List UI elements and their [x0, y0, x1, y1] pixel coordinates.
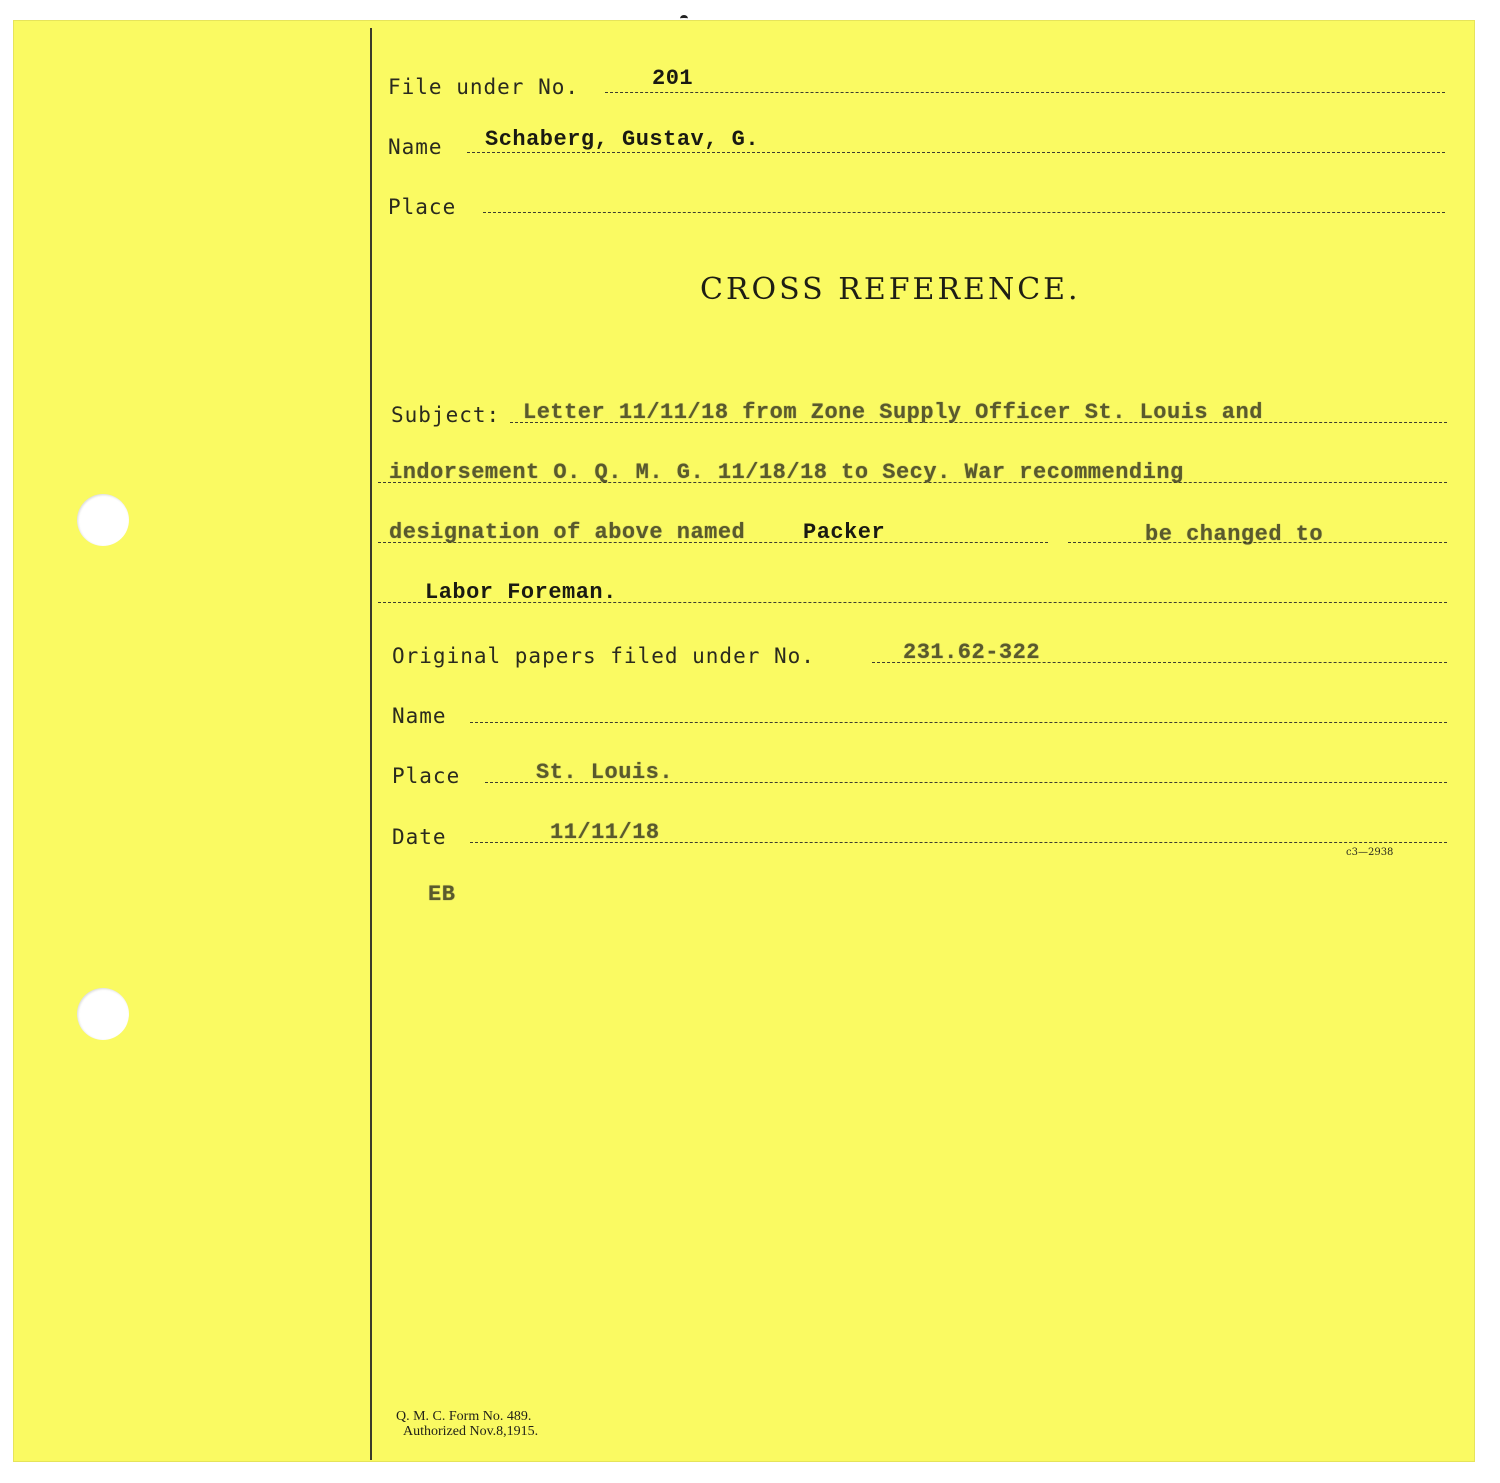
punch-hole-bottom [77, 988, 129, 1040]
place2-value: St. Louis. [536, 760, 674, 785]
file-under-line [605, 92, 1445, 93]
date-value: 11/11/18 [550, 820, 660, 845]
file-under-value: 201 [652, 66, 694, 91]
place-label: Place [388, 195, 457, 219]
file-under-label: File under No. [388, 75, 580, 99]
form-number: Q. M. C. Form No. 489. [396, 1409, 532, 1424]
date-label: Date [392, 825, 447, 849]
margin-rule [370, 28, 372, 1460]
punch-hole-top [77, 494, 129, 546]
subject-text-4: Labor Foreman. [425, 580, 617, 605]
subject-text-2: indorsement O. Q. M. G. 11/18/18 to Secy. War recommending [389, 460, 1184, 485]
place-line [483, 212, 1445, 213]
subject-text-3a: designation of above named [389, 520, 746, 545]
name-value: Schaberg, Gustav, G. [485, 127, 760, 152]
subject-text-1: Letter 11/11/18 from Zone Supply Officer St. Louis and [523, 400, 1263, 425]
name2-label: Name [392, 704, 447, 728]
original-papers-label: Original papers filed under No. [392, 644, 815, 668]
form-title: CROSS REFERENCE. [700, 272, 1081, 307]
name-line [467, 152, 1445, 153]
cross-reference-card [13, 20, 1475, 1462]
subject-label: Subject: [391, 403, 501, 427]
name2-line [470, 722, 1447, 723]
initials: EB [428, 882, 456, 907]
name-label: Name [388, 135, 443, 159]
subject-text-3c: be changed to [1145, 522, 1324, 547]
place2-label: Place [392, 764, 461, 788]
original-papers-value: 231.62-322 [903, 640, 1041, 665]
print-code: c3—2938 [1346, 847, 1394, 858]
subject-text-3b: Packer [803, 520, 886, 545]
card-top-mark [680, 15, 688, 22]
form-authorized: Authorized Nov.8,1915. [403, 1424, 539, 1439]
